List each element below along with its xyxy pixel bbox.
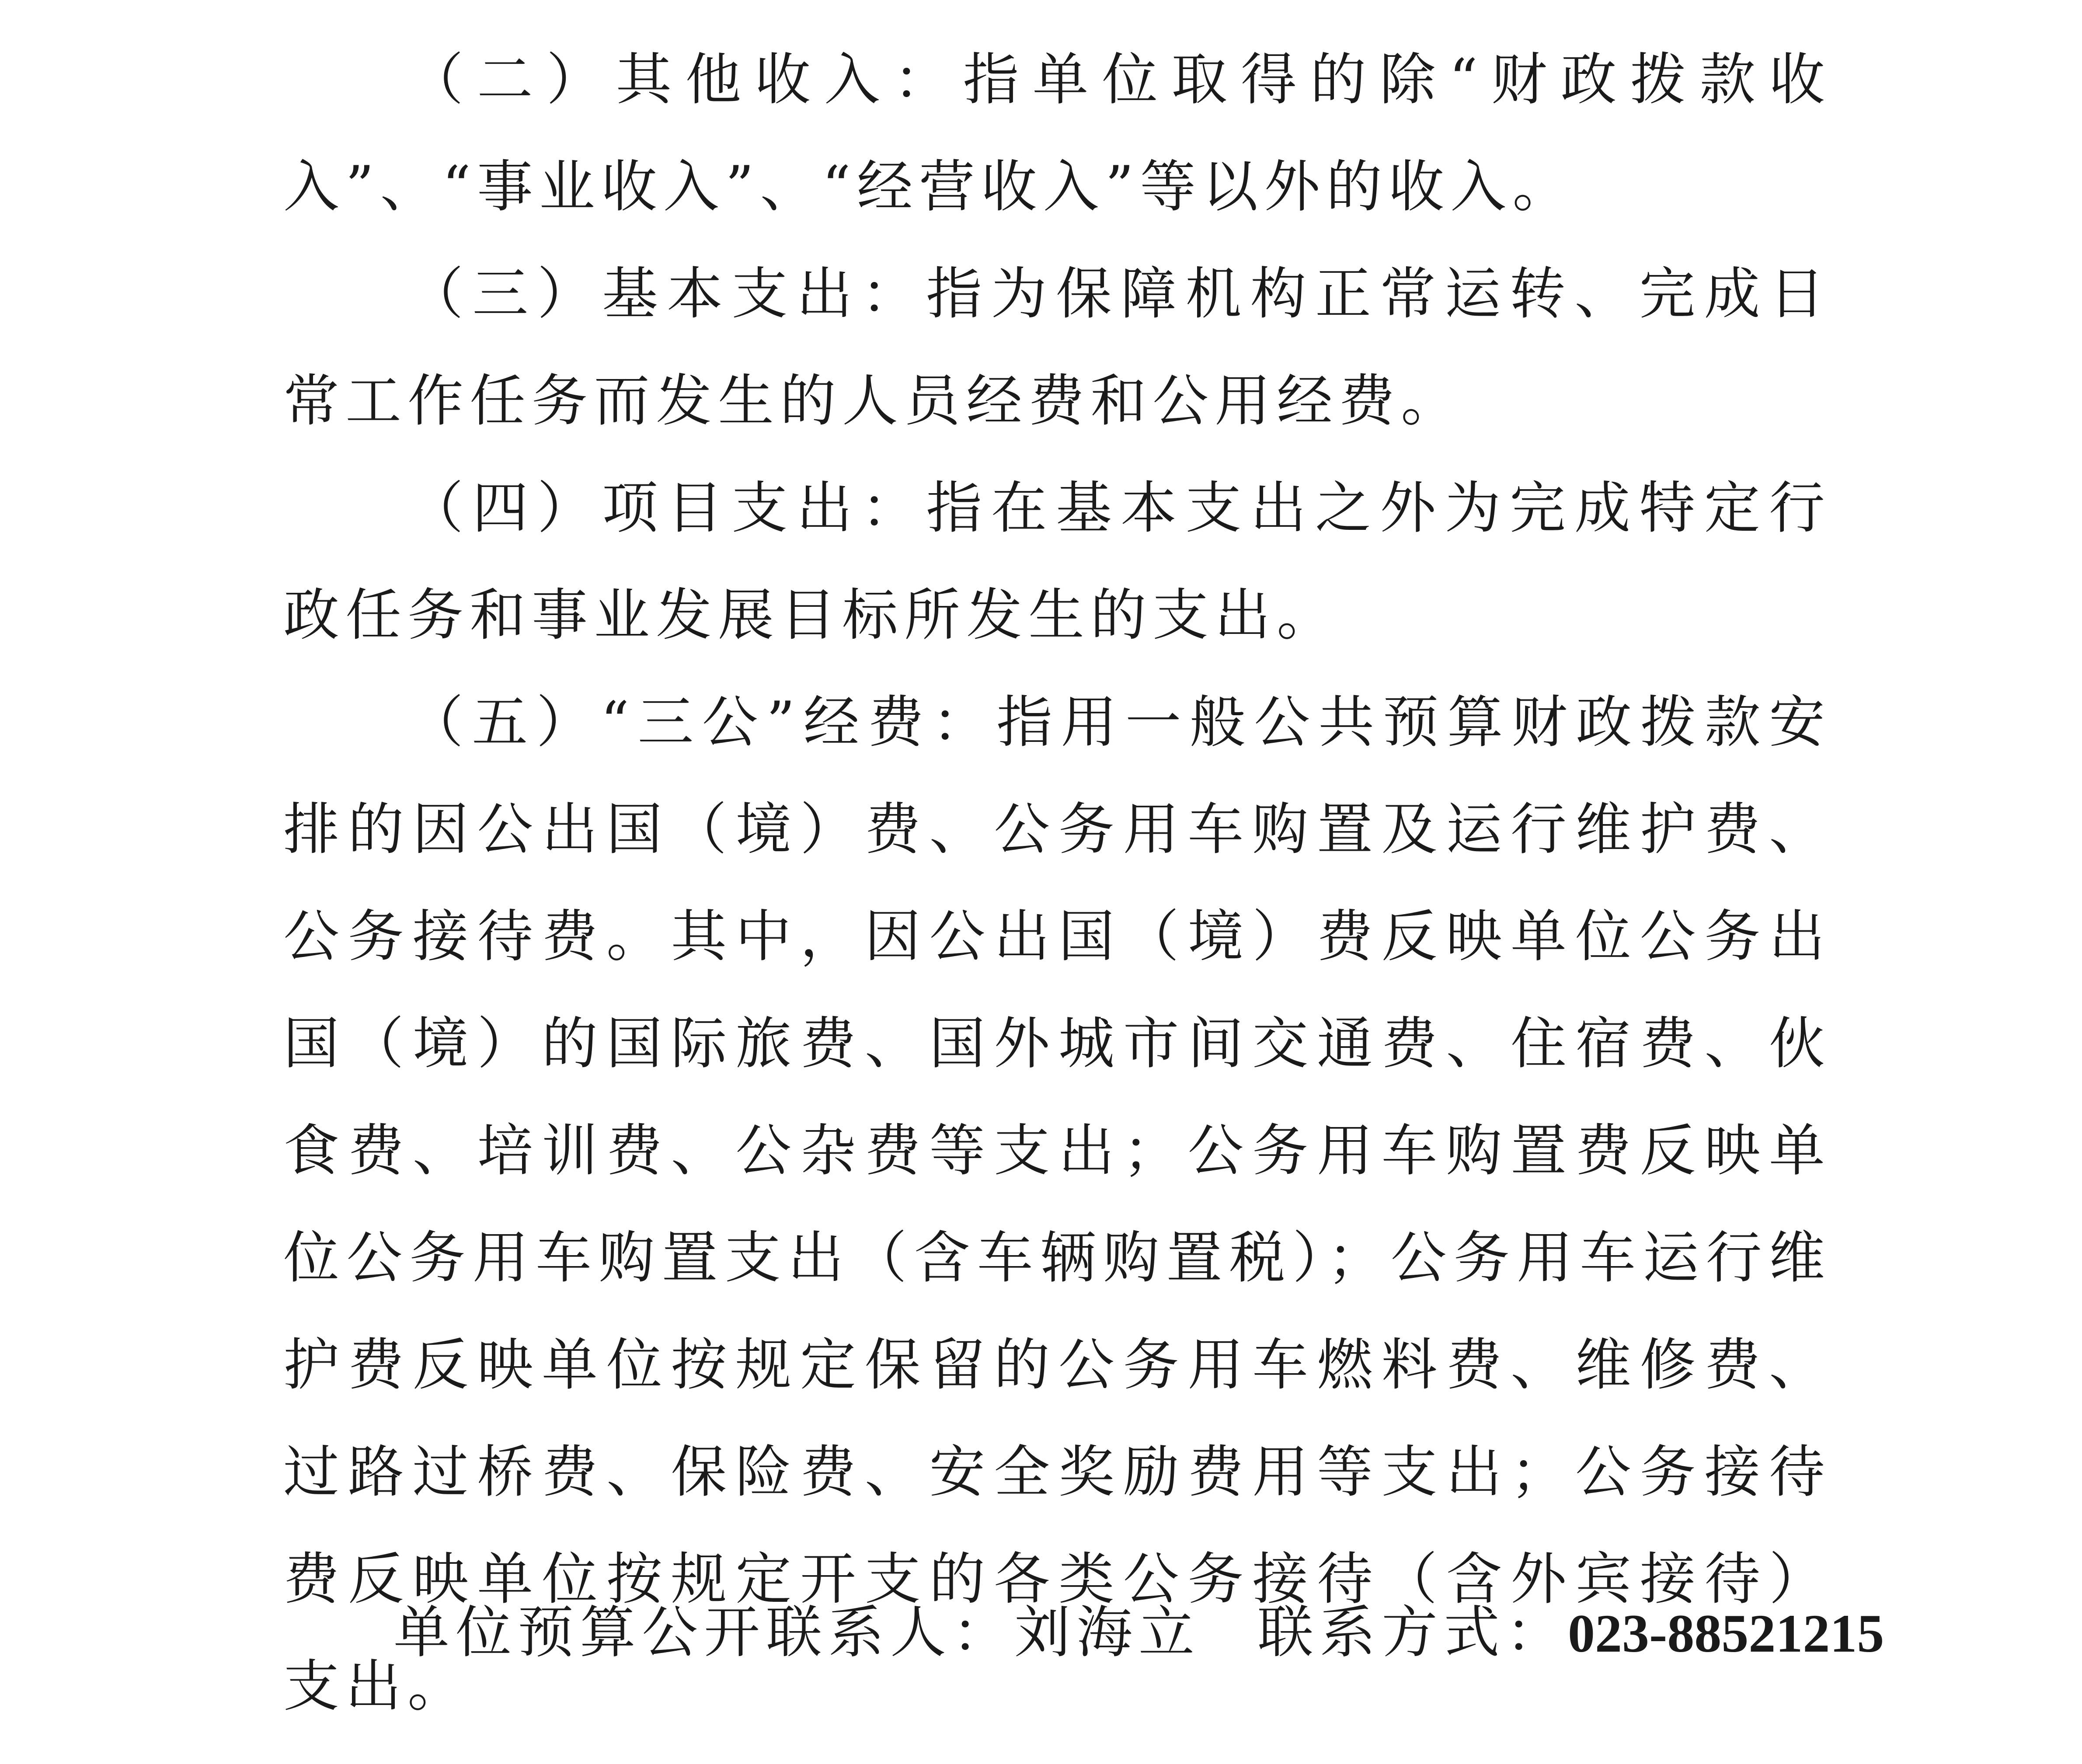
- paragraph-other-income: （二）其他收入：指单位取得的除“财政拨款收入”、“事业收入”、“经营收入”等以外的收入。: [283, 47, 1831, 219]
- phone-label: 联系方式：: [1257, 1600, 1568, 1665]
- contact-footer: [393, 1594, 1884, 1673]
- phone-number: 023-88521215: [1568, 1604, 1884, 1663]
- document-body: [283, 26, 1831, 1740]
- paragraph-basic-expenditure: （三）基本支出：指为保障机构正常运转、完成日常工作任务而发生的人员经费和公用经费。: [283, 261, 1831, 434]
- paragraph-three-public-expenses: （五）“三公”经费：指用一般公共预算财政拨款安排的因公出国（境）费、公务用车购置及运行维护费、公务接待费。其中，因公出国（境）费反映单位公务出国（境）的国际旅费、国外城市间交通费、住宿费、伙食费、培训费、公杂费等支出；公务用车购置费反映单位公务用车购置支出（含车辆购置税）；公务用车运行维护费反映单位按规定保留的公务用车燃料费、维修费、过路过桥费、保险费、安全奖励费用等支出；公务接待费反映单位按规定开支的各类公务接待（含外宾接待）支出。: [283, 690, 1831, 1719]
- contact-name: 刘海立: [1014, 1600, 1201, 1665]
- paragraph-project-expenditure: （四）项目支出：指在基本支出之外为完成特定行政任务和事业发展目标所发生的支出。: [283, 476, 1831, 648]
- contact-label: 单位预算公开联系人：: [393, 1600, 1015, 1665]
